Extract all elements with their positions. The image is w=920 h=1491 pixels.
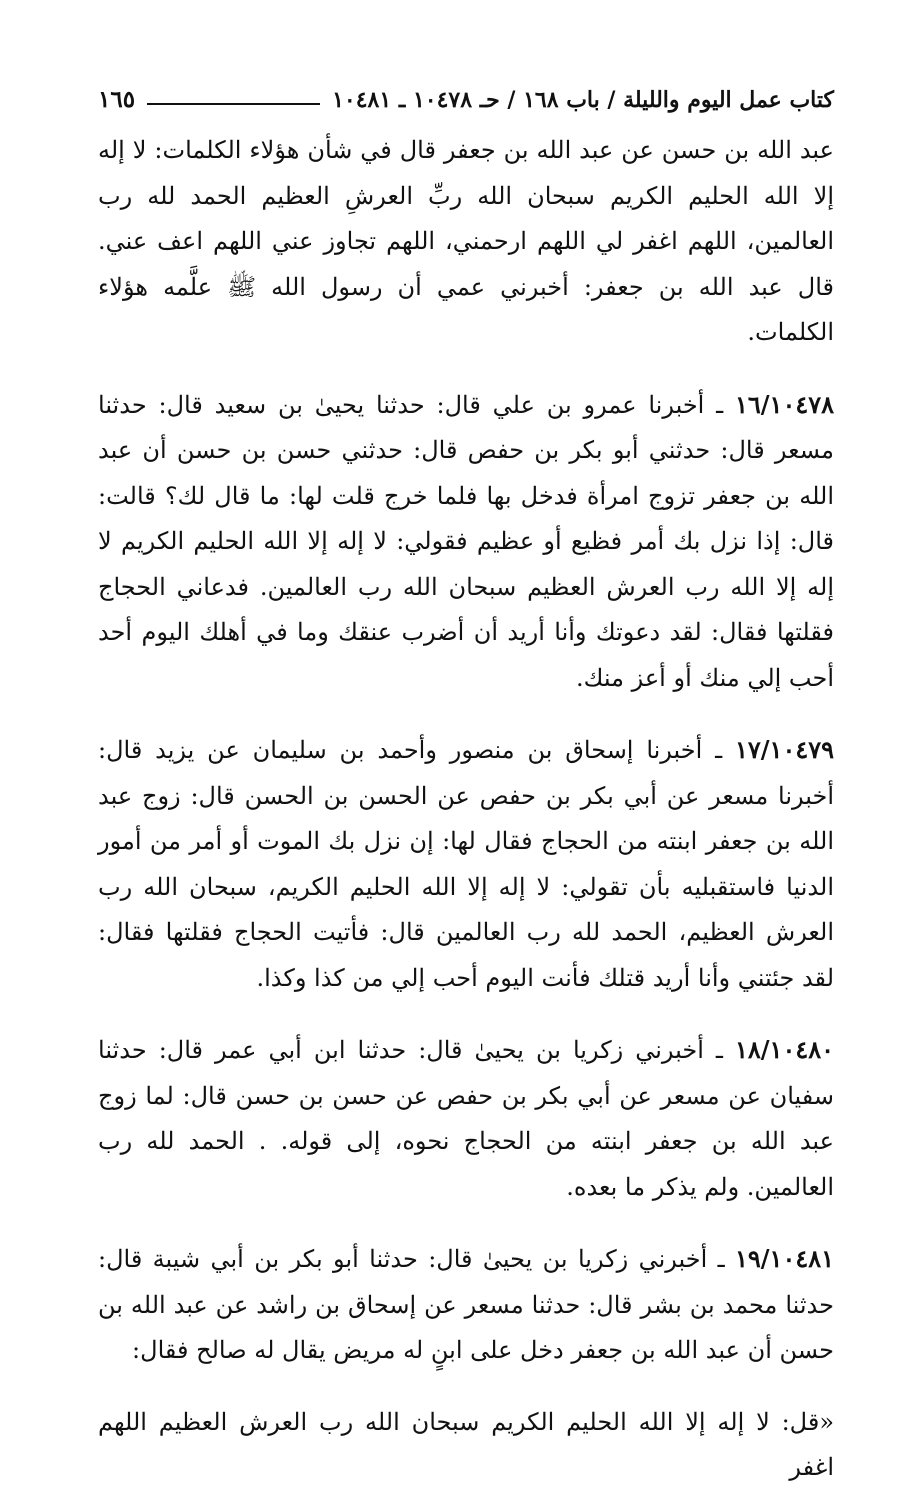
hadith-number: ١٩/١٠٤٨١ [735,1244,834,1273]
running-head [98,82,834,118]
paragraph-gap [98,356,834,382]
page-number: ١٦٥ [98,86,136,113]
paragraph-gap [98,701,834,727]
paragraph-gap [98,1210,834,1236]
hadith-10480 [98,1027,834,1210]
running-head-title: كتاب عمل اليوم والليلة / باب ١٦٨ / حـ ١٠٤٧٨ ـ ١٠٤٨١ [332,87,834,113]
paragraph-text: ـ أخبرنا إسحاق بن منصور وأحمد بن سليمان عن يزيد قال: أخبرنا مسعر عن أبي بكر بن حفص عن الحسن بن الحسن قال: زوج عبد الله بن جعفر ابنته من الحجاج فقال لها: إن نزل بك الموت أو أمر من أمور الدنيا فاستقبليه بأن تقولي: لا إله إلا الله الحليم الكريم، سبحان الله رب العرش العظيم، الحمد لله رب العالمين قال: فأتيت الحجاج فقلتها فقال: لقد جئتني وأنا أريد قتلك فأنت اليوم أحب إلي من كذا وكذا. [98,736,834,992]
paragraph-continuation [98,128,834,356]
hadith-number: ١٨/١٠٤٨٠ [735,1035,834,1064]
header-rule [147,103,320,105]
hadith-10481 [98,1236,834,1374]
paragraph-text: ـ أخبرنا عمرو بن علي قال: حدثنا يحيىٰ بن سعيد قال: حدثنا مسعر قال: حدثني أبو بكر بن حفص قال: حدثني حسن بن حسن أن عبد الله بن جعفر تزوج امرأة فدخل بها فلما خرج قلت لها: ما قال لك؟ قالت: قال: إذا نزل بك أمر فظيع أو عظيم فقولي: لا إله إلا الله الحليم الكريم لا إله إلا الله رب العرش العظيم سبحان الله رب العالمين. فدعاني الحجاج فقلتها فقال: لقد دعوتك وأنا أريد أن أضرب عنقك وما في أهلك اليوم أحد أحب إلي منك أو أعز منك. [98,390,835,692]
paragraph-text: «قل: لا إله إلا الله الحليم الكريم سبحان الله رب العرش العظيم اللهم اغفر [98,1407,834,1481]
paragraph-gap [98,1001,834,1027]
paragraph-text: عبد الله بن حسن عن عبد الله بن جعفر قال في شأن هؤلاء الكلمات: لا إله إلا الله الحليم الكريم سبحان الله ربِّ العرشِ العظيم الحمد لله رب العالمين، اللهم اغفر لي اللهم ارحمني، اللهم تجاوز عني اللهم اعف عني. قال عبد الله بن جعفر: أخبرني عمي أن رسول الله ﷺ علَّمه هؤلاء الكلمات. [98,136,834,346]
quoted-supplication [98,1400,834,1491]
paragraph-text: ـ أخبرني زكريا بن يحيىٰ قال: حدثنا ابن أبي عمر قال: حدثنا سفيان عن مسعر عن أبي بكر بن حفص عن حسن بن حسن قال: لما زوج عبد الله بن جعفر ابنته من الحجاج نحوه، إلى قوله. . الحمد لله رب العالمين. ولم يذكر ما بعده. [98,1036,835,1201]
paragraph-text: ـ أخبرني زكريا بن يحيىٰ قال: حدثنا أبو بكر بن أبي شيبة قال: حدثنا محمد بن بشر قال: حدثنا مسعر عن إسحاق بن راشد عن عبد الله بن حسن أن عبد الله بن جعفر دخل على ابنٍ له مريض يقال له صالح فقال: [98,1245,834,1364]
hadith-10479 [98,727,834,1001]
paragraph-gap [98,1374,834,1400]
hadith-number: ١٦/١٠٤٧٨ [735,389,834,419]
hadith-number: ١٧/١٠٤٧٩ [735,735,834,764]
hadith-10478 [98,382,834,702]
